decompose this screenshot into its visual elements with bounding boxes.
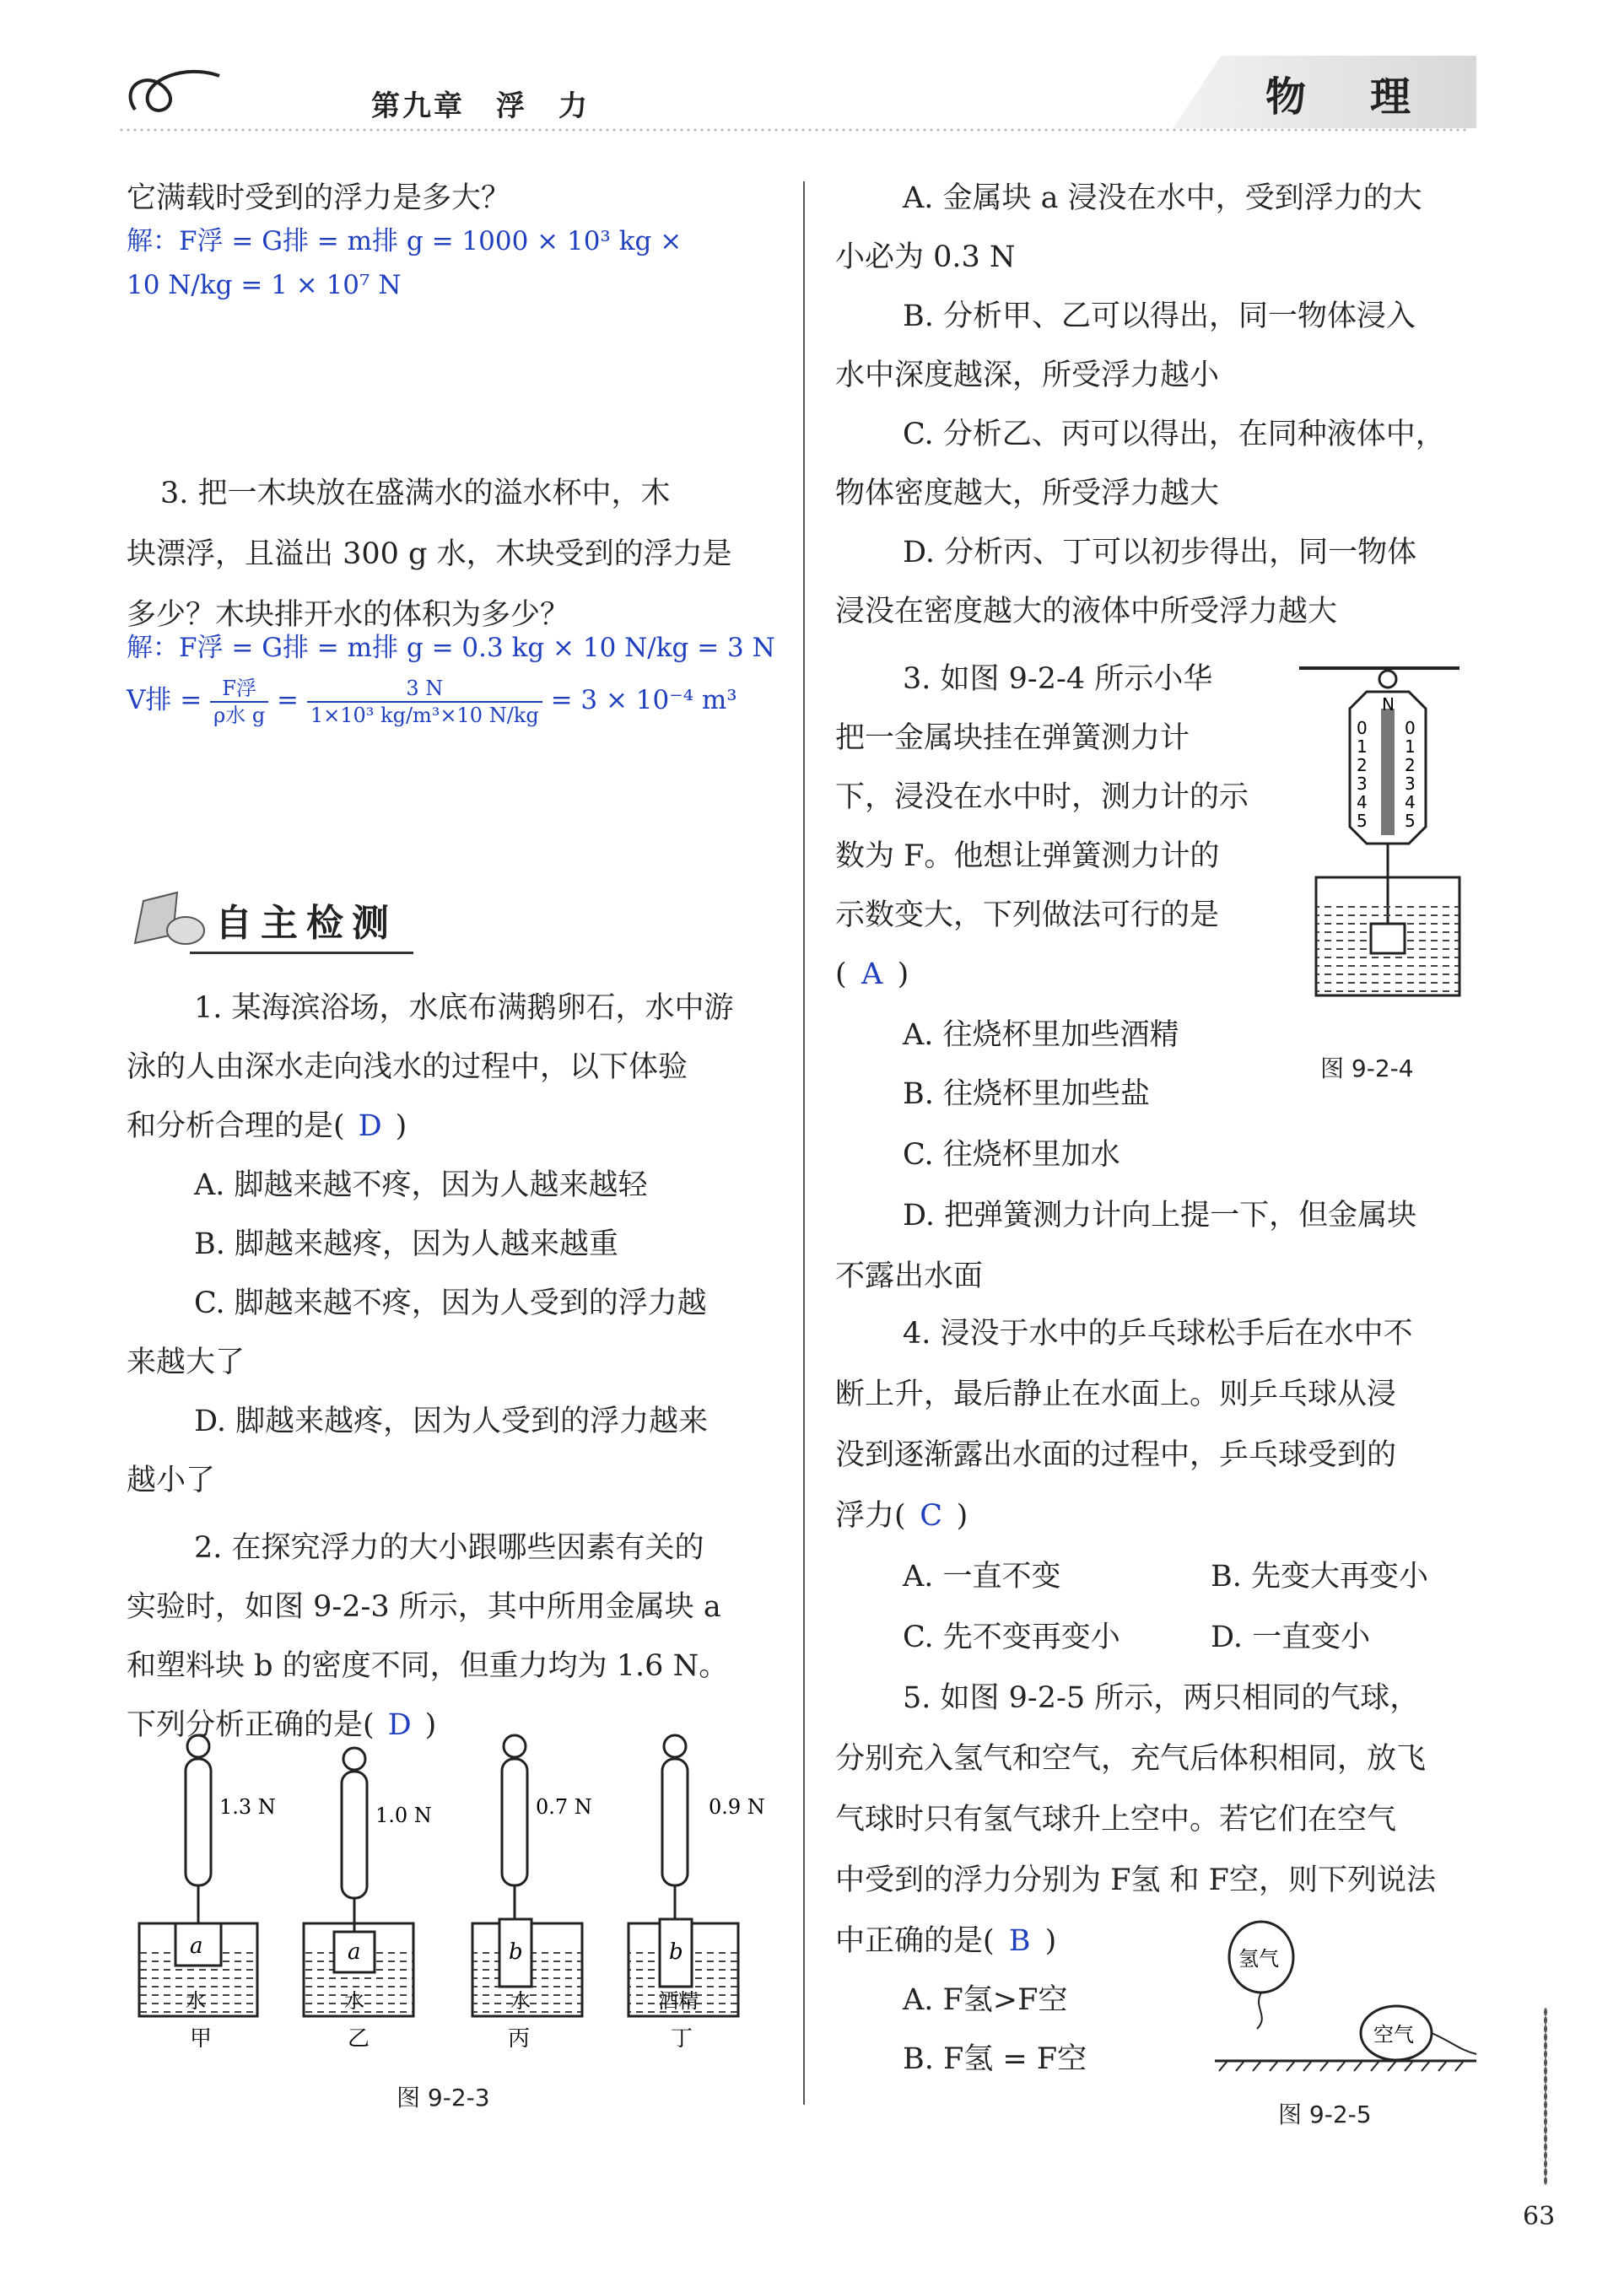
page-number: 63 [1523,2202,1556,2231]
beaker-label: 乙 [348,2026,370,2052]
problem-text: 和分析合理的是( [127,1109,345,1143]
header-divider [118,127,1468,133]
option-b: B. 分析甲、乙可以得出，同一物体浸入 [903,299,1416,333]
option-d: D. 把弹簧测力计向上提一下，但金属块 [903,1199,1417,1232]
scale-tick: 1 [1405,736,1416,757]
problem-5-line: 5. 如图 9-2-5 所示，两只相同的气球， [903,1681,1420,1715]
beaker-label: 丁 [671,2026,693,2052]
answer: C [920,1499,943,1533]
problem-5-line: 中受到的浮力分别为 F氢 和 F空，则下列说法 [835,1863,1436,1897]
option-a: A. 金属块 a 浸没在水中，受到浮力的大 [903,181,1422,215]
problem-text: 浮力( [835,1499,906,1533]
problem-4-line: 断上升，最后静止在水面上。则乒乓球从浸 [835,1378,1397,1411]
balloon-label: 氢气 [1238,1947,1279,1971]
option-a: A. 往烧杯里加些酒精 [903,1018,1179,1052]
scale-tick: 0 [1405,718,1416,738]
reading-yi: 1.0 N [375,1804,432,1827]
reading-ding: 0.9 N [709,1795,765,1819]
answer: D [387,1708,412,1742]
problem-2-line: 和塑料块 b 的密度不同，但重力均为 1.6 N。 [127,1649,729,1683]
figure-9-2-5 [1206,1915,1485,2084]
edge-dots [1544,2008,1547,2185]
problem-5-line: 气球时只有氢气球升上空中。若它们在空气 [835,1803,1397,1836]
bracket: ) [424,1708,437,1742]
problem-1-line: 1. 某海滨浴场，水底布满鹅卵石，水中游 [194,991,734,1025]
bracket: ) [395,1109,407,1143]
figure-caption: 图 9-2-5 [1278,2101,1372,2128]
option-a: A. F氢>F空 [903,1983,1068,2017]
column-divider [803,181,805,2105]
problem-3-line: 3. 如图 9-2-4 所示小华 [903,662,1213,696]
problem-4-line [835,1486,968,1545]
spring-scale-ding [629,1735,738,2016]
text-line: 它满载时受到的浮力是多大？ [127,181,511,215]
solution-part: = 3 × 10⁻⁴ m³ [550,685,737,715]
liquid-label: 水 [344,1989,364,2013]
problem-1-line [127,1097,407,1156]
scale-unit: N [1382,694,1395,715]
scale-tick: 4 [1405,792,1416,812]
solution-line: 解：F浮 = G排 = m排 g = 0.3 kg × 10 N/kg = 3 N [127,633,775,663]
option-c: C. 分析乙、丙可以得出，在同种液体中， [903,418,1445,451]
fraction [307,676,542,728]
option-b: 水中深度越深，所受浮力越小 [835,359,1220,392]
option-d: D. 脚越来越疼，因为人受到的浮力越来 [194,1405,709,1438]
scale-tick: 3 [1405,774,1416,794]
figure-caption: 图 9-2-3 [397,2084,490,2112]
question-3-line: 3. 把一木块放在盛满水的溢水杯中，木 [160,477,671,510]
answer: D [358,1109,382,1143]
option-d: 越小了 [127,1464,216,1497]
option-d: D. 分析丙、丁可以初步得出，同一物体 [903,536,1417,569]
scale-tick: 2 [1357,755,1368,775]
reading-jia: 1.3 N [219,1795,276,1819]
spring-scale-yi [304,1748,413,2016]
option-b: B. 先变大再变小 [1211,1560,1428,1594]
bracket: ) [956,1499,968,1533]
option-c: 来越大了 [127,1346,245,1379]
figure-9-2-3 [127,1729,768,2067]
block-label: b [669,1939,683,1965]
problem-2-line: 2. 在探究浮力的大小跟哪些因素有关的 [194,1531,704,1565]
beaker-label: 丙 [508,2026,531,2052]
bracket: ) [1044,1924,1057,1958]
option-c: C. 先不变再变小 [903,1621,1120,1654]
chapter-title: 第九章 浮 力 [371,89,590,123]
section-icon [127,884,211,952]
problem-4-line: 没到逐渐露出水面的过程中，乒乓球受到的 [835,1438,1397,1472]
subject-title: 物 理 [1265,73,1423,121]
option-d: 浸没在密度越大的液体中所受浮力越大 [835,595,1338,628]
scale-tick: 3 [1357,774,1368,794]
problem-1-line: 泳的人由深水走向浅水的过程中，以下体验 [127,1050,688,1084]
block-label: b [509,1939,523,1965]
option-a: A. 脚越来越不疼，因为人越来越轻 [194,1168,648,1202]
bracket: ) [897,957,909,991]
liquid-label: 水 [186,1989,206,2013]
section-underline [190,952,413,954]
fraction-numerator: 3 N [307,676,542,703]
fraction-denominator: ρ水 g [213,703,266,727]
problem-5-line [835,1912,1056,1971]
option-c: 物体密度越大，所受浮力越大 [835,477,1220,510]
problem-2-line: 实验时，如图 9-2-3 所示，其中所用金属块 a [127,1590,721,1624]
problem-text: 中正确的是( [835,1924,995,1958]
option-d: 不露出水面 [835,1259,984,1293]
problem-3-line [835,945,909,1004]
bracket: ( [835,957,847,991]
problem-3-line: 数为 F。他想让弹簧测力计的 [835,839,1220,873]
problem-5-line: 分别充入氢气和空气，充气后体积相同，放飞 [835,1742,1427,1776]
option-a: A. 一直不变 [903,1560,1061,1594]
fraction-numerator: F浮 [210,676,268,703]
scale-tick: 1 [1357,736,1368,757]
figure-caption: 图 9-2-4 [1320,1054,1414,1082]
liquid-label: 水 [510,1989,531,2013]
reading-bing: 0.7 N [536,1795,592,1819]
answer: A [861,957,883,991]
beaker-label: 甲 [190,2026,213,2052]
scale-tick: 5 [1405,811,1416,831]
balloon-label: 空气 [1373,2023,1414,2047]
figure-9-2-4 [1299,658,1468,1021]
scale-tick: 0 [1357,718,1368,738]
problem-3-line: 把一金属块挂在弹簧测力计 [835,721,1190,755]
chapter-logo-icon [118,59,228,127]
solution-line: 10 N/kg = 1 × 10⁷ N [127,270,402,300]
block-label: a [348,1939,361,1965]
problem-3-line: 示数变大，下列做法可行的是 [835,898,1220,932]
scale-tick: 5 [1357,811,1368,831]
spring-scale-bing [472,1735,582,2016]
option-b: B. 往烧杯里加些盐 [903,1077,1150,1111]
scale-tick: 2 [1405,755,1416,775]
fraction-denominator: 1×10³ kg/m³×10 N/kg [310,703,539,727]
option-a: 小必为 0.3 N [835,240,1016,274]
option-d: D. 一直变小 [1211,1621,1371,1654]
fraction [210,676,268,728]
problem-4-line: 4. 浸没于水中的乒乓球松手后在水中不 [903,1317,1413,1351]
spring-scale-jia [139,1735,257,2016]
option-c: C. 往烧杯里加水 [903,1138,1120,1172]
block-label: a [190,1934,203,1959]
problem-3-line: 下，浸没在水中时，测力计的示 [835,780,1249,814]
option-b: B. F氢 = F空 [903,2042,1087,2076]
problem-text: 下列分析正确的是( [127,1708,375,1742]
solution-line: 解：F浮 = G排 = m排 g = 1000 × 10³ kg × [127,226,683,256]
section-title: 自主检测 [215,902,397,945]
question-3-line: 多少？木块排开水的体积为多少？ [127,598,570,632]
solution-part: = [277,685,299,715]
scale-tick: 4 [1357,792,1368,812]
question-3-line: 块漂浮，且溢出 300 g 水，木块受到的浮力是 [127,537,732,571]
solution-line [127,670,737,731]
option-b: B. 脚越来越疼，因为人越来越重 [194,1227,618,1261]
answer: B [1008,1924,1031,1958]
liquid-label: 酒精 [658,1989,699,2013]
option-c: C. 脚越来越不疼，因为人受到的浮力越 [194,1286,707,1320]
solution-part: V排 = [127,685,202,715]
